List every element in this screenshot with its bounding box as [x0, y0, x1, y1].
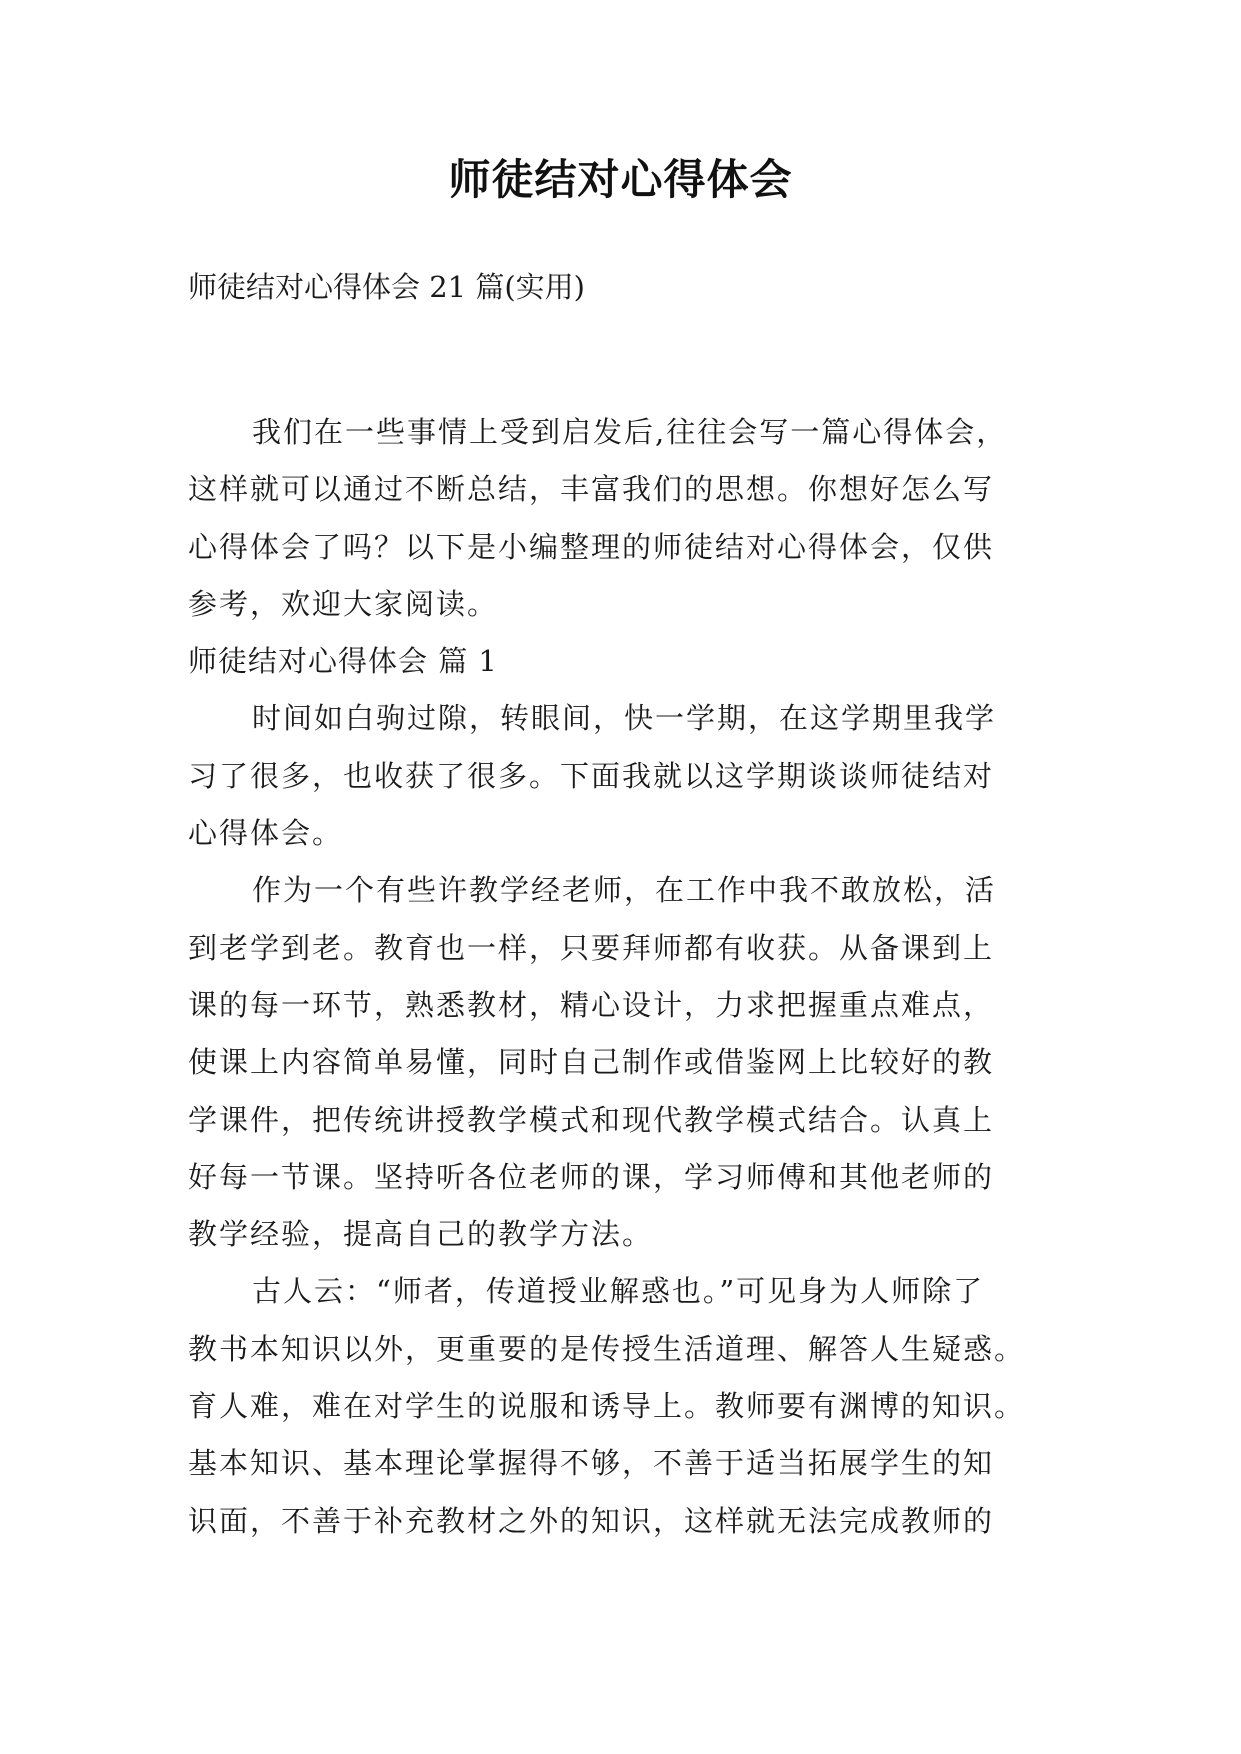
section-heading: 师徒结对心得体会 篇 1 [188, 644, 498, 679]
paragraph-line: 心得体会。 [188, 816, 344, 851]
paragraph-line: 我们在一些事情上受到启发后,往往会写一篇心得体会， [252, 415, 1008, 449]
paragraph-line: 教学经验，提高自己的教学方法。 [188, 1217, 654, 1252]
paragraph-line: 古人云：“师者，传道授业解惑也。”可见身为人师除了 [252, 1274, 985, 1309]
paragraph-line: 育人难，难在对学生的说服和诱导上。教师要有渊博的知识。 [188, 1389, 1026, 1424]
document-title: 师徒结对心得体会 [448, 155, 793, 204]
paragraph-line: 识面，不善于补充教材之外的知识，这样就无法完成教师的 [188, 1503, 995, 1538]
paragraph-line: 课的每一环节，熟悉教材，精心设计，力求把握重点难点， [188, 987, 995, 1022]
paragraph-line: 作为一个有些许教学经老师，在工作中我不敢放松，活 [252, 873, 997, 908]
document-body [188, 404, 1058, 1550]
paragraph-line: 心得体会了吗？以下是小编整理的师徒结对心得体会，仅供 [188, 529, 995, 564]
paragraph-line: 习了很多，也收获了很多。下面我就以这学期谈谈师徒结对 [188, 758, 995, 793]
paragraph-line: 到老学到老。教育也一样，只要拜师都有收获。从备课到上 [188, 930, 995, 965]
paragraph-line: 学课件，把传统讲授教学模式和现代教学模式结合。认真上 [188, 1102, 995, 1137]
document-subtitle: 师徒结对心得体会 21 篇(实用) [188, 270, 585, 304]
paragraph-line: 参考，欢迎大家阅读。 [188, 586, 499, 621]
paragraph-line: 基本知识、基本理论掌握得不够，不善于适当拓展学生的知 [188, 1446, 995, 1481]
paragraph-line: 使课上内容简单易懂，同时自己制作或借鉴网上比较好的教 [188, 1045, 995, 1080]
paragraph-line: 好每一节课。坚持听各位老师的课，学习师傅和其他老师的 [188, 1159, 995, 1194]
paragraph-line: 时间如白驹过隙，转眼间，快一学期，在这学期里我学 [252, 701, 997, 736]
paragraph-line: 这样就可以通过不断总结，丰富我们的思想。你想好怎么写 [188, 472, 995, 507]
paragraph-line: 教书本知识以外，更重要的是传授生活道理、解答人生疑惑。 [188, 1331, 1026, 1366]
